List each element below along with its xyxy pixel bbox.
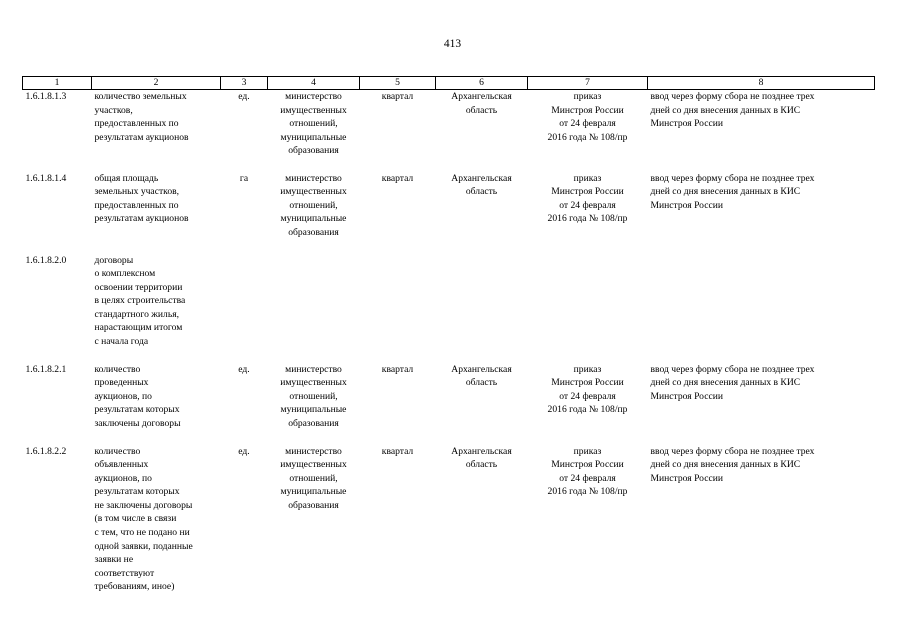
period: квартал <box>381 445 414 457</box>
indicator-name: количество проведенных аукционов, по результатам которых заключены договоры <box>94 363 181 429</box>
indicator-name: общая площадь земельных участков, предоставленных по результатам аукционов <box>94 172 189 225</box>
column-header-3: 3 <box>221 77 268 90</box>
unit <box>221 254 268 363</box>
table-row <box>23 90 875 172</box>
period: квартал <box>381 172 414 184</box>
column-header-6: 6 <box>436 77 528 90</box>
table-row <box>23 254 875 363</box>
unit: ед. <box>238 445 250 457</box>
table-row <box>23 172 875 254</box>
column-header-5: 5 <box>360 77 436 90</box>
indicator-name: договоры о комплексном освоении территории в целях строительства стандартного жилья, нарастающим итогом с начала года <box>94 254 186 348</box>
territory: Архангельская область <box>451 363 512 389</box>
table-row <box>23 445 875 595</box>
column-header-2: 2 <box>92 77 221 90</box>
column-header-7: 7 <box>528 77 648 90</box>
column-header-4: 4 <box>268 77 360 90</box>
unit: га <box>239 172 249 184</box>
column-header-8: 8 <box>648 77 875 90</box>
territory <box>436 254 528 363</box>
input-method: ввод через форму сбора не позднее трех дней со дня внесения данных в КИС Минстроя России <box>650 445 815 484</box>
responsible-body <box>268 254 360 363</box>
responsible-body: министерство имущественных отношений, муниципальные образования <box>280 91 347 157</box>
legal-document: приказ Минстроя России от 24 февраля 2016 года № 108/пр <box>547 172 628 225</box>
table-row <box>23 363 875 445</box>
territory: Архангельская область <box>451 172 512 198</box>
row-code: 1.6.1.8.2.2 <box>25 445 67 457</box>
table-header-row <box>23 77 875 90</box>
legal-document: приказ Минстроя России от 24 февраля 2016 года № 108/пр <box>547 91 628 143</box>
responsible-body: министерство имущественных отношений, муниципальные образования <box>280 172 347 238</box>
input-method: ввод через форму сбора не позднее трех дней со дня внесения данных в КИС Минстроя России <box>650 363 815 402</box>
row-code: 1.6.1.8.1.3 <box>25 91 67 102</box>
responsible-body: министерство имущественных отношений, муниципальные образования <box>280 445 347 511</box>
legal-document: приказ Минстроя России от 24 февраля 2016 года № 108/пр <box>547 445 628 498</box>
input-method: ввод через форму сбора не позднее трех дней со дня внесения данных в КИС Минстроя России <box>650 172 815 211</box>
row-code: 1.6.1.8.1.4 <box>25 172 67 184</box>
column-header-1: 1 <box>23 77 92 90</box>
legal-document: приказ Минстроя России от 24 февраля 2016 года № 108/пр <box>547 363 628 416</box>
legal-document <box>528 254 648 363</box>
row-code: 1.6.1.8.2.1 <box>25 363 67 375</box>
period: квартал <box>381 91 414 102</box>
input-method: ввод через форму сбора не позднее трех дней со дня внесения данных в КИС Минстроя России <box>650 91 815 130</box>
unit: ед. <box>238 91 250 102</box>
indicator-name: количество объявленных аукционов, по результатам которых не заключены договоры (в том числе в связи с тем, что не подано ни одной заявки, поданные заявки не соответствуют требованиям, иное) <box>94 445 193 593</box>
data-table <box>22 76 875 595</box>
unit: ед. <box>238 363 250 375</box>
territory: Архангельская область <box>451 445 512 471</box>
page-number: 413 <box>443 38 462 50</box>
period <box>360 254 436 363</box>
territory: Архангельская область <box>451 91 512 116</box>
period: квартал <box>381 363 414 375</box>
row-code: 1.6.1.8.2.0 <box>25 254 67 266</box>
indicator-name: количество земельных участков, предоставленных по результатам аукционов <box>94 91 189 143</box>
responsible-body: министерство имущественных отношений, муниципальные образования <box>280 363 347 429</box>
input-method <box>648 254 875 363</box>
